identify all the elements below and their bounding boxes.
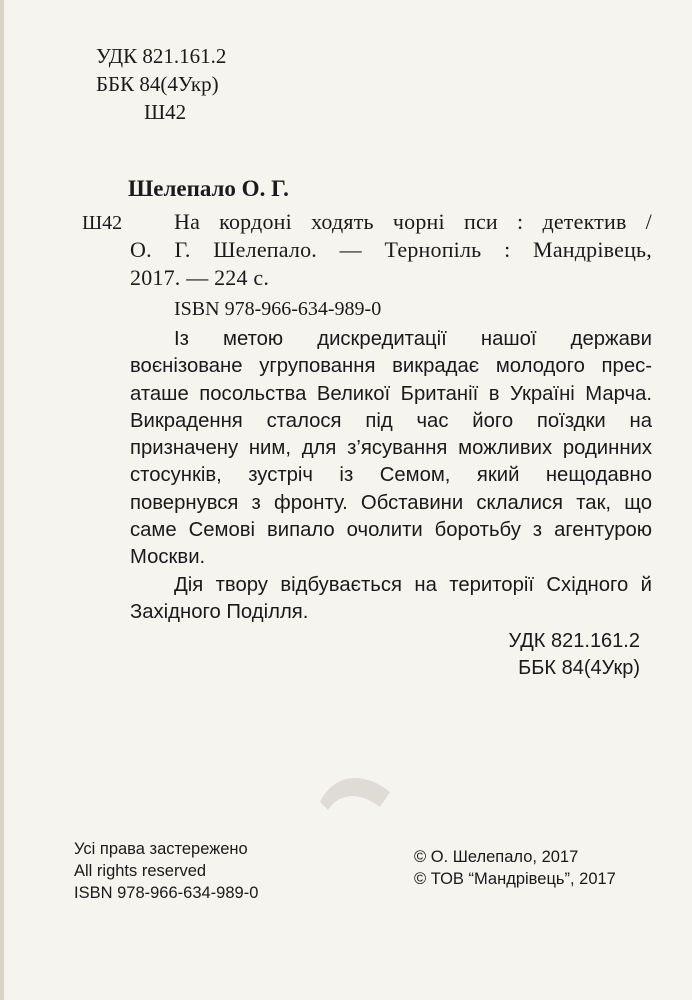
abstract-paragraph-2: Дія твору відбувається на території Східного й Західного Поділля. xyxy=(130,573,652,623)
catalog-author: Шелепало О. Г. xyxy=(128,176,289,201)
copyright-author: © О. Шелепало, 2017 xyxy=(414,848,579,866)
bibliographic-description xyxy=(130,208,652,292)
biblio-line-1: На кордоні ходять чорні пси : детектив / xyxy=(174,209,652,234)
rights-isbn: ISBN 978-966-634-989-0 xyxy=(74,884,259,902)
biblio-line-3: 2017. — 224 с. xyxy=(130,265,270,290)
abstract xyxy=(130,326,652,626)
abstract-paragraph-1: Із метою дискредитації нашої держави воєнізоване угруповання викрадає молодого прес-аташе посольства Великої Британії в Україні Марча. Викрадення сталося під час його поїздки на призначену ним, для з’ясування можливих родинних стосунків, зустріч із Семом, який нещодавно повернувся з фронту. Обставини склалися так, що саме Семові випало очолити боротьбу з агентурою Москви. xyxy=(130,328,652,569)
publisher-logo-showthrough xyxy=(310,762,400,822)
catalog-author-mark: Ш42 xyxy=(82,212,123,234)
udk-code-bottom: УДК 821.161.2 xyxy=(508,630,640,652)
biblio-line-2: О. Г. Шелепало. — Тернопіль : Мандрівець, xyxy=(130,237,652,262)
rights-block xyxy=(74,838,258,904)
catalog-isbn: ISBN 978-966-634-989-0 xyxy=(174,298,382,320)
bbk-code-top: ББК 84(4Укр) xyxy=(96,72,219,96)
copyright-block xyxy=(414,846,616,890)
rights-en: All rights reserved xyxy=(74,862,207,880)
bbk-code-bottom: ББК 84(4Укр) xyxy=(518,657,640,679)
copyright-publisher: © ТОВ “Мандрівець”, 2017 xyxy=(414,870,616,888)
author-mark-top: Ш42 xyxy=(144,100,187,124)
catalog-codes-right xyxy=(508,628,640,682)
udk-code-top: УДК 821.161.2 xyxy=(96,44,227,68)
rights-ua: Усі права застережено xyxy=(74,840,248,858)
